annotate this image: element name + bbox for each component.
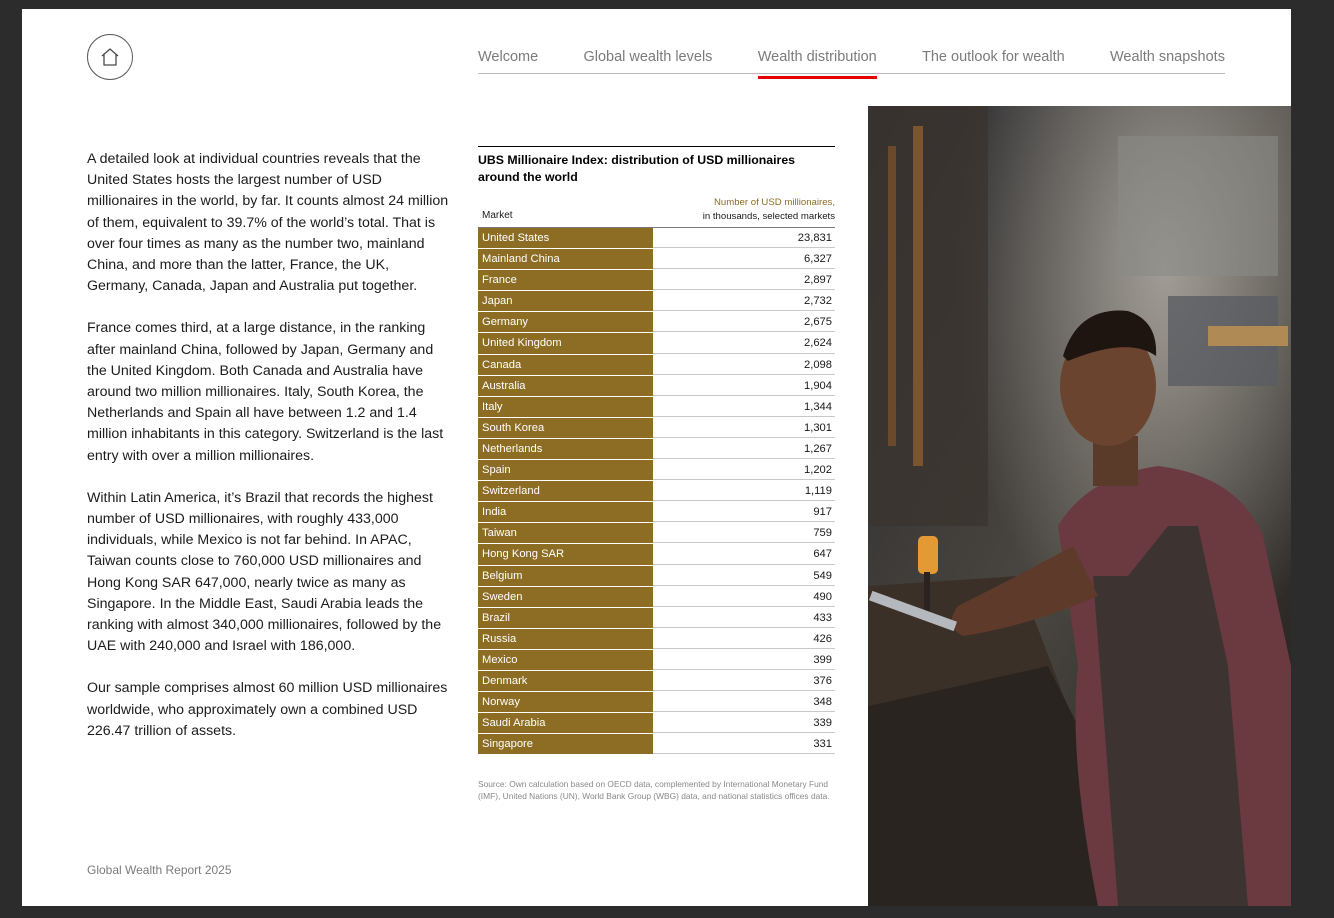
millionaire-count: 399 [653, 650, 835, 670]
market-name: France [478, 270, 653, 290]
market-name: Denmark [478, 671, 653, 691]
table-row [478, 587, 835, 608]
market-name: Sweden [478, 587, 653, 607]
craftsman-photo-illustration [868, 106, 1291, 906]
table-row [478, 439, 835, 460]
millionaire-count: 759 [653, 523, 835, 543]
market-name: Italy [478, 397, 653, 417]
body-paragraph: A detailed look at individual countries reveals that the United States hosts the largest number of USD millionaires in the world, by far. It counts almost 24 million of them, equivalent to 39.7% of the world’s total. That is over four times as many as the number two, mainland China, and more than the latter, France, the UK, Germany, Canada, Japan and Australia put together. [87, 151, 449, 295]
report-page [22, 9, 1291, 906]
table-row [478, 460, 835, 481]
millionaire-count: 2,675 [653, 312, 835, 332]
millionaire-count: 23,831 [653, 228, 835, 248]
market-name: Switzerland [478, 481, 653, 501]
table-row [478, 502, 835, 523]
millionaire-count: 1,202 [653, 460, 835, 480]
millionaire-count: 647 [653, 544, 835, 564]
market-name: United States [478, 228, 653, 248]
market-name: Taiwan [478, 523, 653, 543]
millionaire-count: 1,344 [653, 397, 835, 417]
millionaire-count: 6,327 [653, 249, 835, 269]
column-header-value-line1: Number of USD millionaires, [713, 197, 835, 208]
table-row [478, 312, 835, 333]
table-row [478, 734, 835, 755]
body-paragraph: Within Latin America, it’s Brazil that records the highest number of USD millionaires, with roughly 433,000 individuals, while Mexico is not far behind. In APAC, Taiwan counts close to 760,000 USD millionaires and Hong Kong SAR 647,000, nearly twice as many as Singapore. In the Middle East, Saudi Arabia leads the ranking with almost 340,000 millionaires, followed by the UAE with 240,000 and Israel with 186,000. [87, 489, 442, 655]
table-row [478, 418, 835, 439]
column-header-market: Market [482, 210, 513, 221]
top-navigation [478, 47, 1225, 74]
millionaire-count: 1,904 [653, 376, 835, 396]
table-row [478, 270, 835, 291]
market-name: Singapore [478, 734, 653, 754]
source-note: Source: Own calculation based on OECD data, complemented by International Monetary Fund (IMF), United Nations (UN), World Bank Group (WBG) data, and national statistics offices data. [478, 779, 830, 801]
footer-title: Global Wealth Report 2025 [87, 863, 232, 877]
nav-item-global-wealth-levels[interactable]: Global wealth levels [583, 49, 713, 65]
nav-item-welcome[interactable]: Welcome [478, 49, 539, 65]
market-name: Russia [478, 629, 653, 649]
table-row [478, 544, 835, 565]
market-name: Canada [478, 355, 653, 375]
body-paragraph: France comes third, at a large distance, in the ranking after mainland China, followed by Japan, Germany and the United Kingdom. Both Canada and Australia have around two million millionaires. Italy, South Korea, the Netherlands and Spain all have between 1.2 and 1.4 million inhabitants in this category. Switzerland is the last entry with over a million millionaires. [87, 320, 444, 464]
millionaire-count: 433 [653, 608, 835, 628]
home-button[interactable] [87, 34, 133, 80]
market-name: South Korea [478, 418, 653, 438]
market-name: Norway [478, 692, 653, 712]
market-name: Japan [478, 291, 653, 311]
millionaire-count: 490 [653, 587, 835, 607]
market-name: Germany [478, 312, 653, 332]
market-name: United Kingdom [478, 333, 653, 353]
table-row [478, 291, 835, 312]
table-row [478, 629, 835, 650]
table-title: UBS Millionaire Index: distribution of USD millionaires around the world [478, 153, 796, 184]
millionaire-count: 376 [653, 671, 835, 691]
table-row [478, 608, 835, 629]
market-name: Hong Kong SAR [478, 544, 653, 564]
table-header [478, 196, 835, 228]
market-name: Belgium [478, 566, 653, 586]
table-row [478, 713, 835, 734]
market-name: Saudi Arabia [478, 713, 653, 733]
body-paragraph: Our sample comprises almost 60 million USD millionaires worldwide, who approximately own a combined USD 226.47 trillion of assets. [87, 680, 448, 739]
nav-item-wealth-snapshots[interactable]: Wealth snapshots [1109, 49, 1225, 65]
market-name: Spain [478, 460, 653, 480]
millionaire-table [478, 146, 835, 755]
millionaire-count: 2,098 [653, 355, 835, 375]
table-row [478, 333, 835, 354]
table-row [478, 481, 835, 502]
millionaire-count: 1,267 [653, 439, 835, 459]
workshop-photo [868, 106, 1291, 906]
millionaire-count: 917 [653, 502, 835, 522]
millionaire-count: 2,897 [653, 270, 835, 290]
table-row [478, 523, 835, 544]
market-name: Netherlands [478, 439, 653, 459]
table-row [478, 692, 835, 713]
table-row [478, 355, 835, 376]
market-name: Mainland China [478, 249, 653, 269]
market-name: India [478, 502, 653, 522]
market-name: Australia [478, 376, 653, 396]
millionaire-count: 348 [653, 692, 835, 712]
market-name: Mexico [478, 650, 653, 670]
millionaire-count: 1,119 [653, 481, 835, 501]
body-text [87, 149, 452, 763]
table-row [478, 650, 835, 671]
table-body [478, 228, 835, 755]
table-row [478, 228, 835, 249]
market-name: Brazil [478, 608, 653, 628]
table-row [478, 671, 835, 692]
column-header-value [703, 196, 835, 224]
table-row [478, 397, 835, 418]
millionaire-count: 1,301 [653, 418, 835, 438]
millionaire-count: 2,732 [653, 291, 835, 311]
millionaire-count: 2,624 [653, 333, 835, 353]
home-icon [99, 46, 121, 68]
table-row [478, 566, 835, 587]
millionaire-count: 549 [653, 566, 835, 586]
nav-item-wealth-distribution[interactable]: Wealth distribution [758, 47, 877, 73]
column-header-value-line2: in thousands, selected markets [702, 211, 835, 222]
millionaire-count: 426 [653, 629, 835, 649]
nav-item-the-outlook-for-wealth[interactable]: The outlook for wealth [922, 49, 1065, 65]
millionaire-count: 331 [653, 734, 835, 754]
millionaire-count: 339 [653, 713, 835, 733]
table-row [478, 376, 835, 397]
table-row [478, 249, 835, 270]
